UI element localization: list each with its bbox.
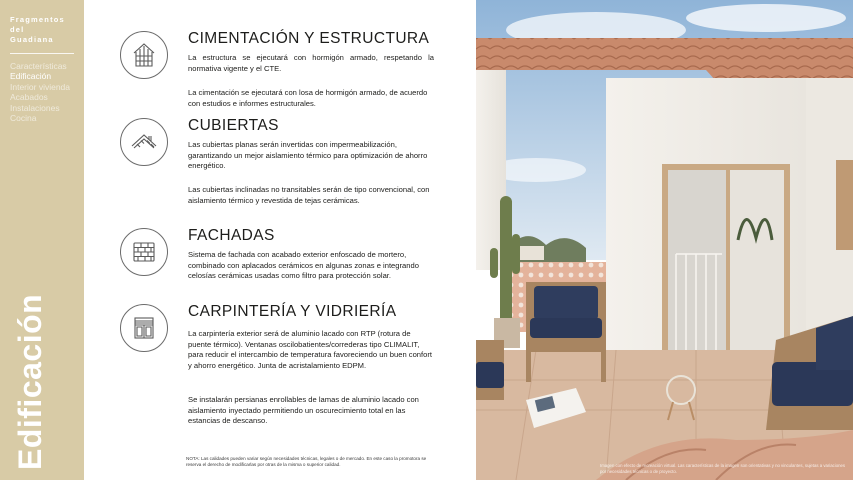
- brand-divider: [10, 53, 74, 54]
- photo-disclaimer: Imagen con efecto de recreación virtual. Las características de la imagen son orientativas y no vinculantes, sujetas a variaciones por necesidades técnicas o de proyecto.: [600, 463, 846, 474]
- page-title: Edificación: [12, 293, 48, 470]
- brand-line: Fragmentos: [10, 15, 65, 24]
- building-structure-icon: [120, 31, 168, 79]
- main-content: [84, 0, 476, 480]
- brick-wall-icon: [120, 228, 168, 276]
- nav-item-interior-vivienda[interactable]: Interior vivienda: [10, 81, 71, 92]
- sidebar: [0, 0, 84, 480]
- brand-line: Guadiana: [10, 35, 54, 44]
- section-title: CARPINTERÍA Y VIDRIERÍA: [188, 303, 397, 320]
- window-shutter-icon: [120, 304, 168, 352]
- terrace-render-image: [476, 0, 853, 480]
- section-paragraph: La carpintería exterior será de aluminio lacado con RTP (rotura de puente térmico). Ventanas oscilobatientes/correderas tipo CLIMALIT, para reducir el intercambio de temperatura favoreciendo un buen confort y ahorro energético. Junta de acristalamiento EDPM.: [188, 329, 432, 370]
- roof-icon: [120, 118, 168, 166]
- section-title: CIMENTACIÓN Y ESTRUCTURA: [188, 30, 430, 47]
- nav-item-edificacion[interactable]: Edificación: [10, 71, 52, 82]
- nav-item-caracteristicas[interactable]: Características: [10, 61, 67, 71]
- section-title: CUBIERTAS: [188, 117, 279, 134]
- section-paragraph: La estructura se ejecutará con hormigón armado, respetando la normativa vigente y el CTE.: [188, 53, 434, 73]
- brand-logo-text: [10, 15, 76, 45]
- section-paragraph: Sistema de fachada con acabado exterior enfoscado de mortero, combinado con aplacados cerámicos en algunas zonas e integrando celosías cerámicas usadas como filtro para protección solar.: [188, 250, 419, 281]
- nav-item-instalaciones[interactable]: Instalaciones: [10, 102, 60, 113]
- nav-item-cocina[interactable]: Cocina: [10, 113, 37, 124]
- nav-item-acabados[interactable]: Acabados: [10, 92, 48, 103]
- section-paragraph: La cimentación se ejecutará con losa de hormigón armado, de acuerdo con estudios e informes estructurales.: [188, 88, 428, 108]
- section-paragraph: Las cubiertas planas serán invertidas con impermeabilización, garantizando un mejor aislamiento térmico para optimización de ahorro energético.: [188, 140, 428, 171]
- section-nav: [10, 61, 70, 123]
- section-title: FACHADAS: [188, 227, 275, 244]
- brand-line: del: [10, 25, 25, 34]
- section-paragraph: Las cubiertas inclinadas no transitables serán de tipo convencional, con aislamiento térmico y revestida de tejas cerámicas.: [188, 185, 430, 205]
- section-paragraph: Se instalarán persianas enrollables de lamas de aluminio lacado con aislamiento inyectado permitiendo un oscurecimiento total en las estancias de descanso.: [188, 395, 419, 426]
- footnote: NOTA: Las calidades pueden variar según necesidades técnicas, legales o de mercado. En este caso la promotora se reserva el derecho de modificarlas por otras de la misma o superior calidad.: [186, 456, 427, 468]
